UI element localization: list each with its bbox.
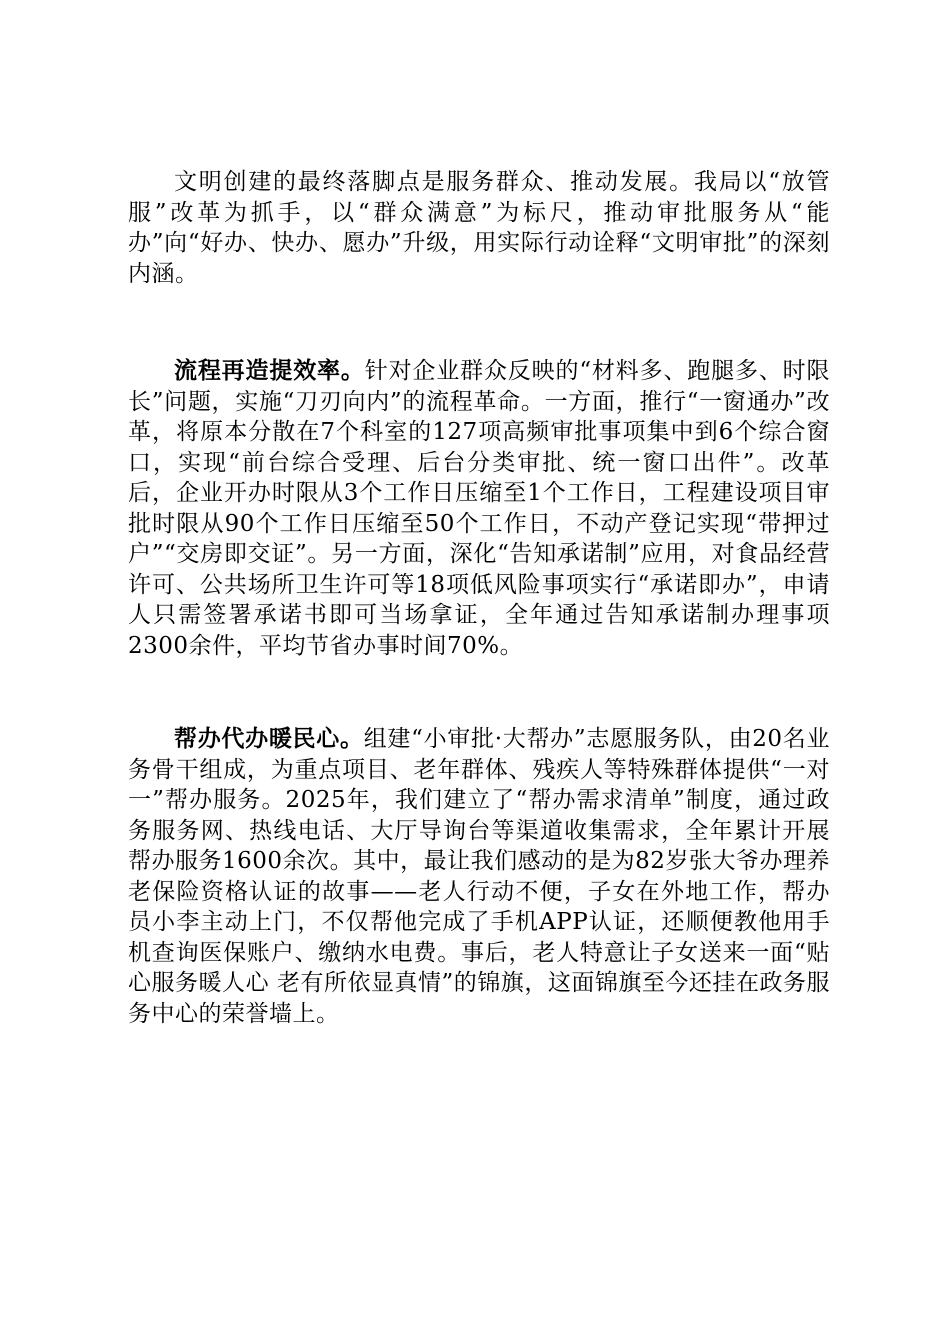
- paragraph-intro-text: 文明创建的最终落脚点是服务群众、推动发展。我局以“放管服”改革为抓手，以“群众满意”为标尺，推动审批服务从“能办”向“好办、快办、愿办”升级，用实际行动诠释“文明审批”的深刻内涵。: [128, 169, 830, 287]
- paragraph-assistance-service-heading: 帮办代办暖民心。: [174, 725, 364, 752]
- paragraph-intro: [128, 167, 830, 289]
- paragraph-assistance-service: [128, 724, 830, 1029]
- paragraph-process-reengineering-heading: 流程再造提效率。: [174, 357, 365, 384]
- paragraph-process-reengineering: [128, 356, 830, 661]
- paragraph-assistance-service-text: 组建“小审批·大帮办”志愿服务队，由20名业务骨干组成，为重点项目、老年群体、残疾人等特殊群体提供“一对一”帮办服务。2025年，我们建立了“帮办需求清单”制度，通过政务服务网、热线电话、大厅导询台等渠道收集需求，全年累计开展帮办服务1600余次。其中，最让我们感动的是为82岁张大爷办理养老保险资格认证的故事——老人行动不便，子女在外地工作，帮办员小李主动上门，不仅帮他完成了手机APP认证，还顺便教他用手机查询医保账户、缴纳水电费。事后，老人特意让子女送来一面“贴心服务暖人心 老有所依显真情”的锦旗，这面锦旗至今还挂在政务服务中心的荣誉墙上。: [128, 726, 830, 1027]
- paragraph-process-reengineering-text: 针对企业群众反映的“材料多、跑腿多、时限长”问题，实施“刀刃向内”的流程革命。一方面，推行“一窗通办”改革，将原本分散在7个科室的127项高频审批事项集中到6个综合窗口，实现“前台综合受理、后台分类审批、统一窗口出件”。改革后，企业开办时限从3个工作日压缩至1个工作日，工程建设项目审批时限从90个工作日压缩至50个工作日，不动产登记实现“带押过户”“交房即交证”。另一方面，深化“告知承诺制”应用，对食品经营许可、公共场所卫生许可等18项低风险事项实行“承诺即办”，申请人只需签署承诺书即可当场拿证，全年通过告知承诺制办理事项2300余件，平均节省办事时间70%。: [128, 358, 831, 659]
